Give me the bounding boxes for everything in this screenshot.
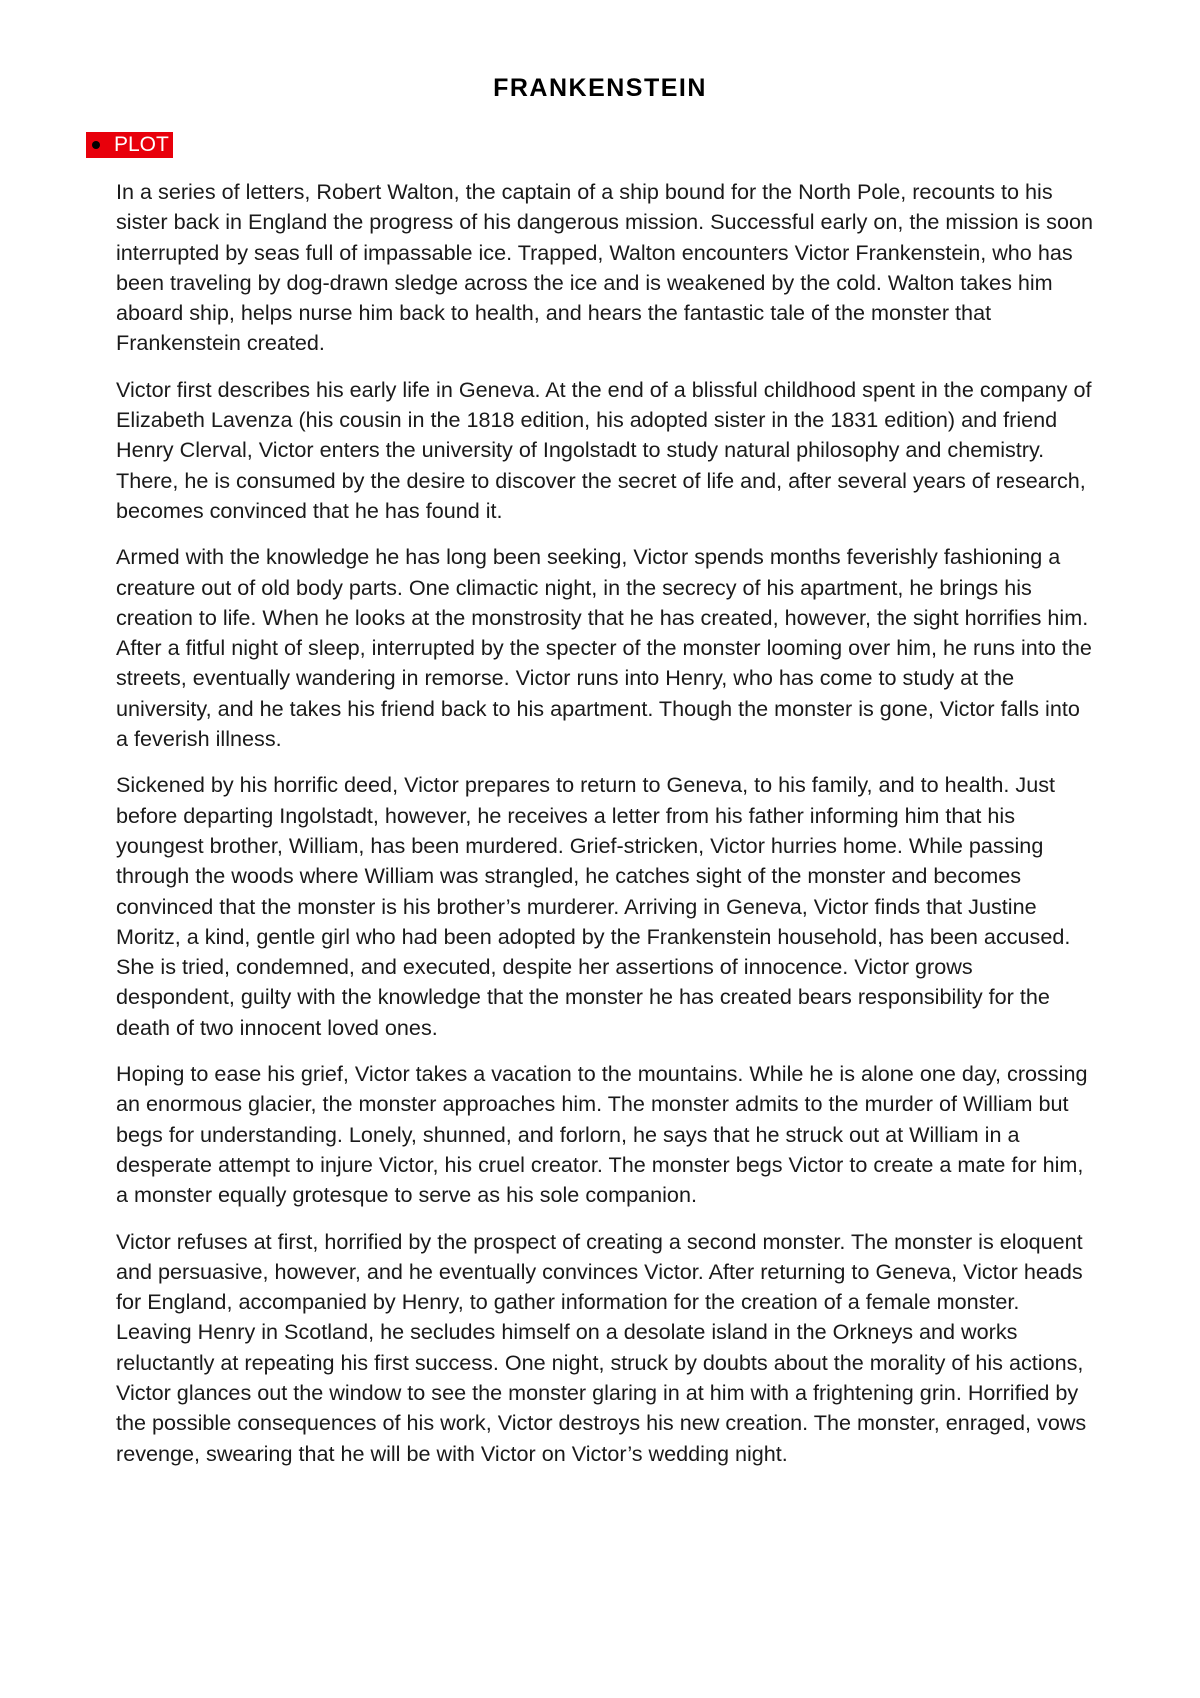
paragraph-4: Sickened by his horrific deed, Victor prepares to return to Geneva, to his family, and to health. Just before departing Ingolstadt, however, he receives a letter from his father informing him that his youngest brother, William, has been murdered. Grief-stricken, Victor hurries home. While passing through the woods where William was strangled, he catches sight of the monster and becomes convinced that the monster is his brother’s murderer. Arriving in Geneva, Victor finds that Justine Moritz, a kind, gentle girl who had been adopted by the Frankenstein household, has been accused. She is tried, condemned, and executed, despite her assertions of innocence. Victor grows despondent, guilty with the knowledge that the monster he has created bears responsibility for the death of two innocent loved ones. (116, 772, 1071, 1040)
paragraph-3: Armed with the knowledge he has long been seeking, Victor spends months feverishly fashioning a creature out of old body parts. One climactic night, in the secrecy of his apartment, he brings his creation to life. When he looks at the monstrosity that he has created, however, the sight horrifies him. After a fitful night of sleep, interrupted by the specter of the monster looming over him, he runs into the streets, eventually wandering in remorse. Victor runs into Henry, who has come to study at the university, and he takes his friend back to his apartment. Though the monster is gone, Victor falls into a feverish illness. (116, 544, 1092, 752)
document-title: FRANKENSTEIN (493, 74, 707, 102)
paragraph-6: Victor refuses at first, horrified by the prospect of creating a second monster. The monster is eloquent and persuasive, however, and he eventually convinces Victor. After returning to Geneva, Victor heads for England, accompanied by Henry, to gather information for the creation of a female monster. Leaving Henry in Scotland, he secludes himself on a desolate island in the Orkneys and works reluctantly at repeating his first success. One night, struck by doubts about the morality of his actions, Victor glances out the window to see the monster glaring in at him with a frightening grin. Horrified by the possible consequences of his work, Victor destroys his new creation. The monster, enraged, vows revenge, swearing that he will be with Victor on Victor’s wedding night. (116, 1228, 1087, 1466)
paragraph-2: Victor first describes his early life in Geneva. At the end of a blissful childhood spent in the company of Elizabeth Lavenza (his cousin in the 1818 edition, his adopted sister in the 1831 edition) and friend Henry Clerval, Victor enters the university of Ingolstadt to study natural philosophy and chemistry. There, he is consumed by the desire to discover the secret of life and, after several years of research, becomes convinced that he has found it. (116, 376, 1092, 523)
section-heading-label: PLOT (114, 133, 169, 156)
section-heading-plot (86, 132, 173, 158)
paragraph-1: In a series of letters, Robert Walton, the captain of a ship bound for the North Pole, recounts to his sister back in England the progress of his dangerous mission. Successful early on, the mission is soon interrupted by seas full of impassable ice. Trapped, Walton encounters Victor Frankenstein, who has been traveling by dog-drawn sledge across the ice and is weakened by the cold. Walton takes him aboard ship, helps nurse him back to health, and hears the fantastic tale of the monster that Frankenstein created. (116, 179, 1094, 356)
bullet-icon (92, 141, 100, 149)
paragraph-5: Hoping to ease his grief, Victor takes a vacation to the mountains. While he is alone one day, crossing an enormous glacier, the monster approaches him. The monster admits to the murder of William but begs for understanding. Lonely, shunned, and forlorn, he says that he struck out at William in a desperate attempt to injure Victor, his cruel creator. The monster begs Victor to create a mate for him, a monster equally grotesque to serve as his sole companion. (116, 1061, 1088, 1208)
document-body (116, 177, 1096, 1485)
